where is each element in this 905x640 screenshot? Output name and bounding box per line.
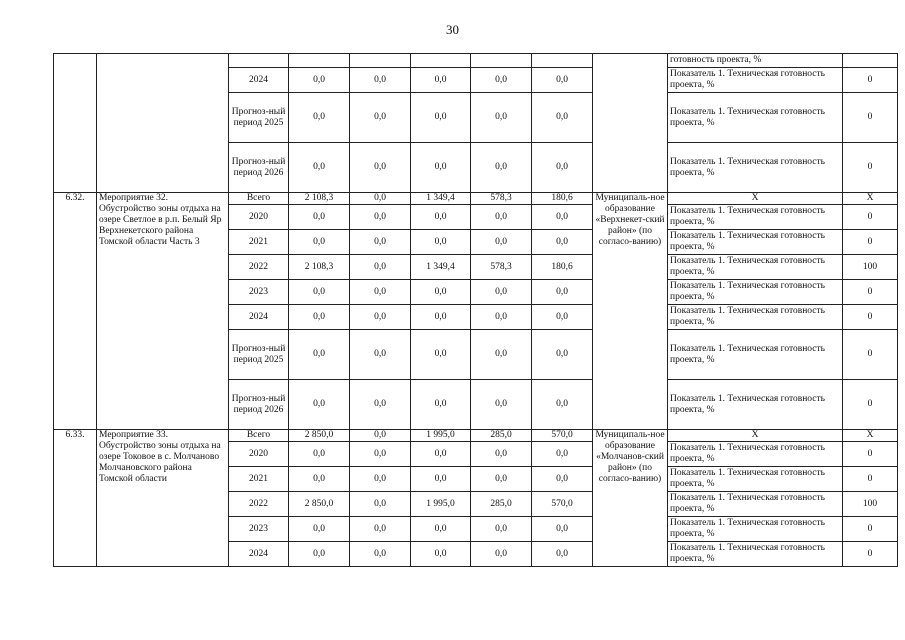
total-cell: 0,0 — [289, 230, 350, 255]
year-cell: 2022 — [229, 492, 289, 517]
year-cell: 2021 — [229, 467, 289, 492]
indicator-cell: Показатель 1. Техническая готовность проекта, % — [668, 143, 843, 193]
funding-cell: 0,0 — [411, 442, 471, 467]
year-cell: Всего — [229, 193, 289, 205]
indicator-cell: Показатель 1. Техническая готовность проекта, % — [668, 442, 843, 467]
year-cell: 2020 — [229, 205, 289, 230]
indicator-value-cell: 0 — [843, 330, 898, 380]
indicator-cell: Показатель 1. Техническая готовность проекта, % — [668, 68, 843, 93]
indicator-cell: Показатель 1. Техническая готовность проекта, % — [668, 205, 843, 230]
indicator-cell: готовность проекта, % — [668, 54, 843, 68]
total-cell: 2 850,0 — [289, 430, 350, 442]
funding-cell: 0,0 — [350, 542, 411, 567]
funding-cell: 0,0 — [350, 205, 411, 230]
funding-cell: 1 995,0 — [411, 430, 471, 442]
funding-cell: 0,0 — [411, 380, 471, 430]
indicator-value-cell: 0 — [843, 68, 898, 93]
funding-cell: 0,0 — [532, 230, 593, 255]
cont-name-cell — [97, 54, 229, 193]
funding-cell: 578,3 — [471, 193, 532, 205]
measure-number: 6.32. — [54, 193, 97, 430]
funding-cell: 0,0 — [411, 305, 471, 330]
funding-cell: 0,0 — [532, 143, 593, 193]
total-cell: 0,0 — [289, 93, 350, 143]
funding-cell: 0,0 — [411, 143, 471, 193]
year-cell: 2023 — [229, 517, 289, 542]
indicator-cell: Показатель 1. Техническая готовность проекта, % — [668, 230, 843, 255]
funding-cell: 0,0 — [532, 280, 593, 305]
funding-cell: 570,0 — [532, 492, 593, 517]
total-cell: 0,0 — [289, 330, 350, 380]
funding-cell: 0,0 — [471, 305, 532, 330]
funding-cell: 0,0 — [411, 205, 471, 230]
indicator-cell: Х — [668, 193, 843, 205]
funding-cell: 0,0 — [350, 143, 411, 193]
funding-cell: 0,0 — [411, 68, 471, 93]
indicator-value-cell: Х — [843, 193, 898, 205]
indicator-value-cell: 0 — [843, 517, 898, 542]
funding-cell: 0,0 — [532, 205, 593, 230]
funding-cell: 0,0 — [350, 380, 411, 430]
year-cell: Прогноз-ный период 2025 — [229, 330, 289, 380]
funding-cell: 0,0 — [471, 380, 532, 430]
funding-cell: 0,0 — [471, 442, 532, 467]
total-cell: 0,0 — [289, 68, 350, 93]
funding-cell: 285,0 — [471, 430, 532, 442]
indicator-cell: Показатель 1. Техническая готовность проекта, % — [668, 380, 843, 430]
indicator-value-cell: 0 — [843, 230, 898, 255]
indicator-value-cell: 0 — [843, 205, 898, 230]
indicator-value-cell: 0 — [843, 542, 898, 567]
measure-name: Мероприятие 32. Обустройство зоны отдыха на озере Светлое в р.п. Белый Яр Верхнекетского района Томской области Часть 3 — [97, 193, 229, 430]
funding-cell: 0,0 — [350, 305, 411, 330]
funding-cell: 0,0 — [411, 467, 471, 492]
indicator-value-cell: 0 — [843, 93, 898, 143]
indicator-cell: Показатель 1. Техническая готовность проекта, % — [668, 255, 843, 280]
year-cell: 2021 — [229, 230, 289, 255]
indicator-cell: Показатель 1. Техническая готовность проекта, % — [668, 542, 843, 567]
table-row — [54, 430, 898, 442]
indicator-value-cell: 100 — [843, 492, 898, 517]
funding-cell: 0,0 — [350, 93, 411, 143]
cont-executor-cell — [593, 54, 668, 193]
total-cell: 0,0 — [289, 143, 350, 193]
funding-cell: 0,0 — [532, 542, 593, 567]
indicator-value-cell: 0 — [843, 442, 898, 467]
funding-cell: 0,0 — [350, 442, 411, 467]
indicator-cell: Показатель 1. Техническая готовность проекта, % — [668, 492, 843, 517]
indicator-value-cell: 0 — [843, 305, 898, 330]
funding-cell: 0,0 — [532, 380, 593, 430]
total-cell: 0,0 — [289, 542, 350, 567]
funding-cell: 0,0 — [532, 93, 593, 143]
funding-cell: 0,0 — [471, 93, 532, 143]
table-body — [54, 54, 898, 567]
funding-cell: 0,0 — [350, 280, 411, 305]
funding-cell: 0,0 — [471, 542, 532, 567]
total-cell: 0,0 — [289, 205, 350, 230]
year-cell: Прогноз-ный период 2025 — [229, 93, 289, 143]
total-cell: 0,0 — [289, 442, 350, 467]
cont-num-cell — [54, 54, 97, 193]
funding-cell: 0,0 — [350, 330, 411, 380]
indicator-value-cell: 0 — [843, 467, 898, 492]
indicator-cell: Показатель 1. Техническая готовность проекта, % — [668, 517, 843, 542]
program-table — [53, 53, 898, 567]
funding-cell: 0,0 — [532, 467, 593, 492]
indicator-value-cell: 100 — [843, 255, 898, 280]
executor-cell: Муниципаль-ное образование «Верхнекет-ский район» (по согласо-ванию) — [593, 193, 668, 430]
total-cell: 2 850,0 — [289, 492, 350, 517]
total-cell: 0,0 — [289, 467, 350, 492]
funding-cell: 0,0 — [411, 280, 471, 305]
year-cell: 2024 — [229, 305, 289, 330]
funding-cell: 578,3 — [471, 255, 532, 280]
total-cell: 0,0 — [289, 517, 350, 542]
total-cell: 0,0 — [289, 305, 350, 330]
funding-cell: 1 349,4 — [411, 255, 471, 280]
year-cell: 2020 — [229, 442, 289, 467]
funding-cell: 1 349,4 — [411, 193, 471, 205]
funding-cell: 0,0 — [471, 143, 532, 193]
total-cell: 0,0 — [289, 280, 350, 305]
funding-cell: 0,0 — [411, 230, 471, 255]
indicator-value-cell: 0 — [843, 380, 898, 430]
funding-cell: 0,0 — [471, 467, 532, 492]
funding-cell: 0,0 — [350, 193, 411, 205]
funding-cell: 0,0 — [350, 230, 411, 255]
year-cell: 2023 — [229, 280, 289, 305]
funding-cell: 0,0 — [471, 517, 532, 542]
funding-cell: 0,0 — [350, 430, 411, 442]
funding-cell: 0,0 — [532, 330, 593, 380]
funding-cell: 570,0 — [532, 430, 593, 442]
year-cell: 2024 — [229, 542, 289, 567]
funding-cell: 0,0 — [471, 330, 532, 380]
funding-cell: 0,0 — [350, 467, 411, 492]
page-number: 30 — [446, 22, 459, 37]
year-cell: Всего — [229, 430, 289, 442]
funding-cell: 0,0 — [532, 442, 593, 467]
funding-cell: 0,0 — [350, 492, 411, 517]
funding-cell: 0,0 — [532, 305, 593, 330]
table-row — [54, 193, 898, 205]
measure-number: 6.33. — [54, 430, 97, 567]
funding-cell: 180,6 — [532, 193, 593, 205]
funding-cell: 0,0 — [532, 517, 593, 542]
funding-cell: 0,0 — [471, 205, 532, 230]
indicator-cell: Показатель 1. Техническая готовность проекта, % — [668, 93, 843, 143]
funding-cell: 0,0 — [471, 68, 532, 93]
indicator-value-cell: 0 — [843, 143, 898, 193]
total-cell: 2 108,3 — [289, 255, 350, 280]
executor-cell: Муниципаль-ное образование «Молчанов-ский район» (по согласо-ванию) — [593, 430, 668, 567]
year-cell: 2022 — [229, 255, 289, 280]
indicator-value-cell: Х — [843, 430, 898, 442]
indicator-cell: Показатель 1. Техническая готовность проекта, % — [668, 280, 843, 305]
funding-cell: 0,0 — [532, 68, 593, 93]
funding-cell: 0,0 — [411, 542, 471, 567]
funding-cell: 0,0 — [471, 230, 532, 255]
year-cell: Прогноз-ный период 2026 — [229, 380, 289, 430]
funding-cell: 0,0 — [350, 255, 411, 280]
funding-cell: 0,0 — [411, 330, 471, 380]
funding-cell: 0,0 — [350, 68, 411, 93]
funding-cell: 0,0 — [350, 517, 411, 542]
measure-name: Мероприятие 33. Обустройство зоны отдыха на озере Токовое в с. Молчаново Молчановского района Томской области — [97, 430, 229, 567]
year-cell: 2024 — [229, 68, 289, 93]
indicator-cell: Показатель 1. Техническая готовность проекта, % — [668, 305, 843, 330]
total-cell: 2 108,3 — [289, 193, 350, 205]
funding-cell: 180,6 — [532, 255, 593, 280]
funding-cell: 0,0 — [411, 517, 471, 542]
table-row — [54, 54, 898, 68]
indicator-cell: Х — [668, 430, 843, 442]
year-cell: Прогноз-ный период 2026 — [229, 143, 289, 193]
indicator-cell: Показатель 1. Техническая готовность проекта, % — [668, 330, 843, 380]
funding-cell: 0,0 — [471, 280, 532, 305]
total-cell: 0,0 — [289, 380, 350, 430]
indicator-cell: Показатель 1. Техническая готовность проекта, % — [668, 467, 843, 492]
funding-cell: 1 995,0 — [411, 492, 471, 517]
indicator-value-cell: 0 — [843, 280, 898, 305]
funding-cell: 285,0 — [471, 492, 532, 517]
funding-cell: 0,0 — [411, 93, 471, 143]
